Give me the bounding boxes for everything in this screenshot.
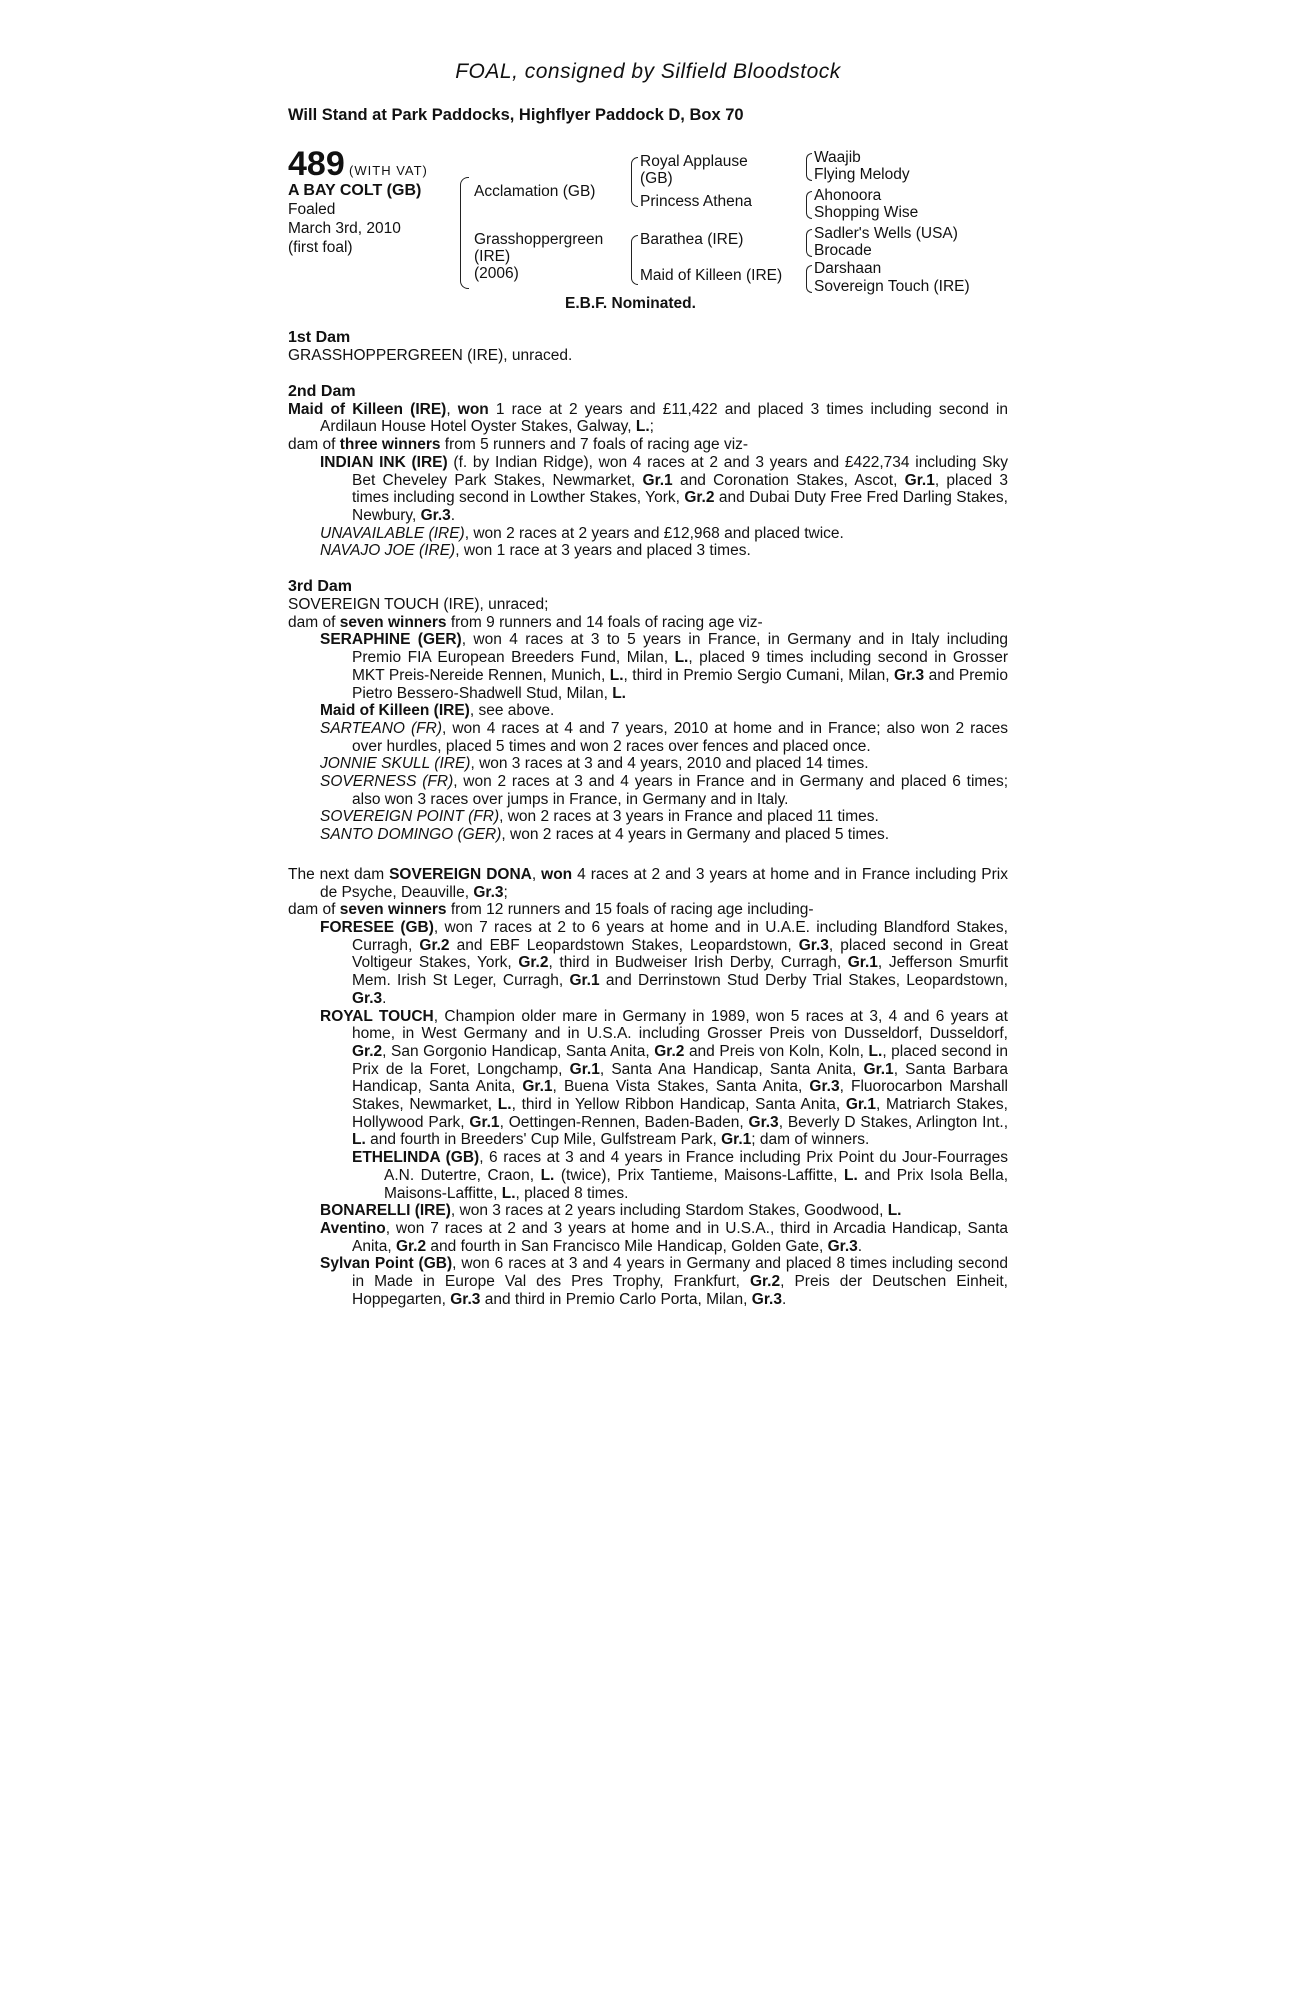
produce-ethelinda: ETHELINDA (GB), 6 races at 3 and 4 years in France including Prix Point du Jour-Fourrages A.N. Dutertre, Craon, L. (twice), Prix Tantieme, Maisons-Laffitte, L. and Prix Isola Bella, Maisons-Laffitte, L., placed 8 times. [352,1149,1008,1202]
next-dam-record: The next dam SOVEREIGN DONA, won 4 races at 2 and 3 years at home and in France including Prix de Psyche, Deauville, Gr.3; [288,865,1008,901]
produce-jonnie-skull: JONNIE SKULL (IRE), won 3 races at 3 and 4 years, 2010 and placed 14 times. [320,755,869,773]
pedigree-sire-sire: Royal Applause (GB) [640,153,748,187]
ebf-nominated: E.B.F. Nominated. [565,295,696,312]
produce-royal-touch: ROYAL TOUCH, Champion older mare in Germany in 1989, won 5 races at 3, 4 and 6 years at home, in West Germany and in U.S.A. including Grosser Preis von Dusseldorf, Dusseldorf, Gr.2, San Gorgonio Handicap, Santa Anita, Gr.2 and Preis von Koln, Koln, L., placed second in Prix de la Foret, Longchamp, Gr.1, Santa Ana Handicap, Santa Anita, Gr.1, Santa Barbara Handicap, Santa Anita, Gr.1, Buena Vista Stakes, Santa Anita, Gr.3, Fluorocarbon Marshall Stakes, Newmarket, L., third in Yellow Ribbon Handicap, Santa Anita, Gr.1, Matriarch Stakes, Hollywood Park, Gr.1, Oettingen-Rennen, Baden-Baden, Gr.3, Beverly D Stakes, Arlington Int., L. and fourth in Breeders' Cup Mile, Gulfstream Park, Gr.1; dam of winners. [320,1007,1008,1149]
brace-gen3-4 [806,265,812,293]
third-dam-line: SOVEREIGN TOUCH (IRE), unraced; [288,596,549,614]
pedigree-gen3-brocade: Brocade [814,242,872,259]
first-foal-note: (first foal) [288,239,353,256]
consignor-line: FOAL, consigned by Silfield Bloodstock [455,60,841,83]
vat-note: (WITH VAT) [349,163,428,178]
pedigree-gen3-waajib: Waajib [814,149,861,166]
pedigree-gen3-darshaan: Darshaan [814,260,882,277]
second-dam-section [288,383,1008,560]
first-dam-text: GRASSHOPPERGREEN (IRE), unraced. [288,347,573,364]
produce-soverness: SOVERNESS (FR), won 2 races at 3 and 4 years in France and in Germany and placed 6 times; also won 3 races over jumps in France, in Germany and in Italy. [320,773,1008,808]
produce-sovereign-point: SOVEREIGN POINT (FR), won 2 races at 3 years in France and placed 11 times. [320,808,879,826]
second-dam-produce-intro: dam of three winners from 5 runners and 7 foals of racing age viz- [288,436,749,454]
pedigree-sire: Acclamation (GB) [474,183,596,200]
produce-sarteano: SARTEANO (FR), won 4 races at 4 and 7 years, 2010 at home and in France; also won 2 races over hurdles, placed 5 times and won 2 races over fences and placed once. [320,719,1008,755]
foaled-date: March 3rd, 2010 [288,220,401,237]
pedigree-gen3-ahonoora: Ahonoora [814,187,882,204]
produce-bonarelli: BONARELLI (IRE), won 3 races at 2 years including Stardom Stakes, Goodwood, L. [320,1202,902,1220]
second-dam-record: Maid of Killeen (IRE), won 1 race at 2 years and £11,422 and placed 3 times including second in Ardilaun House Hotel Oyster Stakes, Galway, L.; [288,400,1009,436]
produce-unavailable: UNAVAILABLE (IRE), won 2 races at 2 years and £12,968 and placed twice. [320,524,844,542]
pedigree-dam: Grasshoppergreen (IRE) (2006) [474,231,604,282]
brace-gen1 [460,177,469,289]
produce-navajo-joe: NAVAJO JOE (IRE), won 1 race at 3 years and placed 3 times. [320,542,751,560]
lot-number: 489 [288,145,345,183]
produce-seraphine: SERAPHINE (GER), won 4 races at 3 to 5 years in France, in Germany and in Italy including Premio FIA European Breeders Fund, Milan, L., placed 9 times including second in Grosser MKT Preis-Nereide Rennen, Munich, L., third in Premio Sergio Cumani, Milan, Gr.3 and Premio Pietro Bessero-Shadwell Stud, Milan, L. [320,631,1008,702]
brace-gen2-dam [631,235,638,285]
pedigree-gen3-sovereign-touch: Sovereign Touch (IRE) [814,278,970,295]
pedigree-gen3-flying-melody: Flying Melody [814,166,910,183]
catalogue-page [288,60,1008,1308]
third-dam-section [288,578,1008,844]
pedigree-sire-dam: Princess Athena [640,193,753,210]
pedigree-block [288,147,1008,317]
brace-gen2-sire [631,157,638,207]
pedigree-dam-dam: Maid of Killeen (IRE) [640,267,783,284]
pedigree-gen3-shopping-wise: Shopping Wise [814,204,919,221]
produce-aventino: Aventino, won 7 races at 2 and 3 years at home and in U.S.A., third in Arcadia Handicap, Santa Anita, Gr.2 and fourth in San Francisco Mile Handicap, Golden Gate, Gr.3. [320,1219,1008,1255]
next-dam-produce-intro: dam of seven winners from 12 runners and 15 foals of racing age including- [288,901,814,919]
first-dam-section [288,329,1008,365]
produce-sylvan-point: Sylvan Point (GB), won 6 races at 3 and 4 years in Germany and placed 8 times including second in Made in Europe Val des Pres Trophy, Frankfurt, Gr.2, Preis der Deutschen Einheit, Hoppegarten, Gr.3 and third in Premio Carlo Porta, Milan, Gr.3. [320,1255,1008,1308]
produce-foresee: FORESEE (GB), won 7 races at 2 to 6 years at home and in U.A.E. including Blandford Stakes, Curragh, Gr.2 and EBF Leopardstown Stakes, Leopardstown, Gr.3, placed second in Great Voltigeur Stakes, York, Gr.2, third in Budweiser Irish Derby, Curragh, Gr.1, Jefferson Smurfit Mem. Irish St Leger, Curragh, Gr.1 and Derrinstown Stud Derby Trial Stakes, Leopardstown, Gr.3. [320,918,1009,1007]
lot-title: A BAY COLT (GB) [288,182,422,199]
next-dam-section [288,866,1008,1309]
brace-gen3-3 [806,229,812,257]
brace-gen3-1 [806,153,812,181]
pedigree-gen3-sadlers-wells: Sadler's Wells (USA) [814,225,958,242]
stand-location: Will Stand at Park Paddocks, Highflyer Paddock D, Box 70 [288,106,744,124]
produce-indian-ink: INDIAN INK (IRE) (f. by Indian Ridge), won 4 races at 2 and 3 years and £422,734 including Sky Bet Cheveley Park Stakes, Newmarket, Gr.1 and Coronation Stakes, Ascot, Gr.1, placed 3 times including second in Lowther Stakes, York, Gr.2 and Dubai Duty Free Fred Darling Stakes, Newbury, Gr.3. [320,453,1008,524]
foaled-label: Foaled [288,201,336,218]
produce-santo-domingo: SANTO DOMINGO (GER), won 2 races at 4 years in Germany and placed 5 times. [320,826,890,844]
third-dam-produce-intro: dam of seven winners from 9 runners and 14 foals of racing age viz- [288,613,763,631]
brace-gen3-2 [806,191,812,219]
produce-maid-of-killeen: Maid of Killeen (IRE), see above. [320,702,555,720]
first-dam-heading: 1st Dam [288,329,351,346]
third-dam-heading: 3rd Dam [288,578,353,596]
second-dam-heading: 2nd Dam [288,382,356,400]
pedigree-dam-sire: Barathea (IRE) [640,231,744,248]
lot-details [288,147,428,257]
